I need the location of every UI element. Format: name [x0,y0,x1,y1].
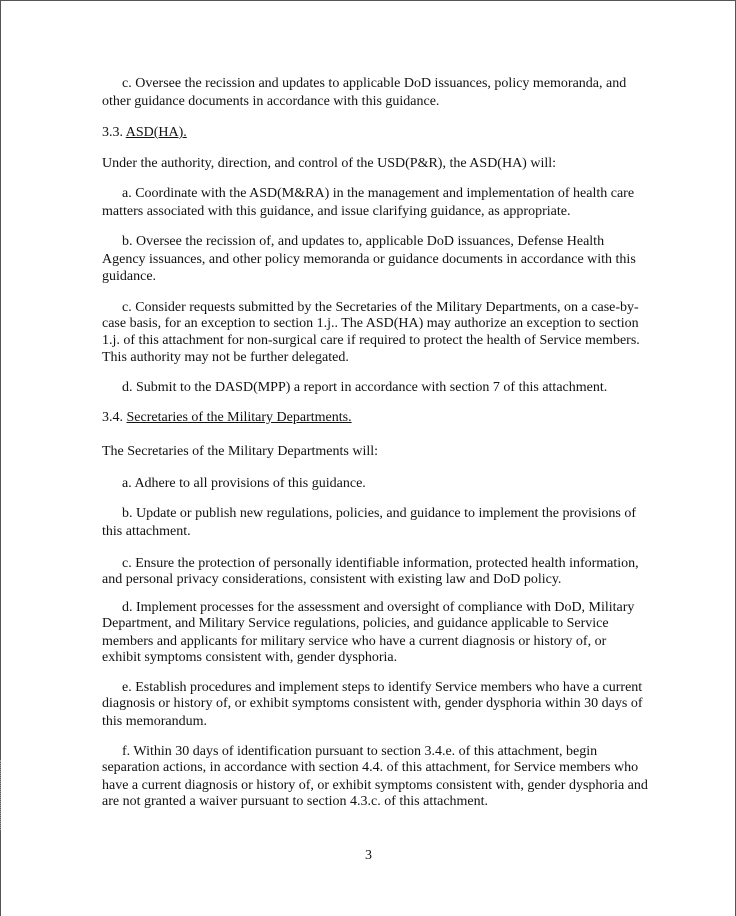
text-line: have a current diagnosis or history of, or exhibit symptoms consistent with, gender dysphoria and [102,778,648,793]
scan-edge-mark [0,760,3,830]
section-number: 3.3. [102,125,126,140]
text-line: guidance. [102,269,157,284]
text-line: d. Submit to the DASD(MPP) a report in accordance with section 7 of this attachment. [122,380,608,395]
text-line: and personal privacy considerations, consistent with existing law and DoD policy. [102,572,562,587]
text-line: a. Coordinate with the ASD(M&RA) in the management and implementation of health care [122,186,635,201]
text-line: f. Within 30 days of identification pursuant to section 3.4.e. of this attachment, begin [122,744,598,759]
text-line: other guidance documents in accordance with this guidance. [102,94,440,109]
text-line: The Secretaries of the Military Departments will: [102,444,379,459]
text-line: this memorandum. [102,714,207,729]
text-line: e. Establish procedures and implement steps to identify Service members who have a current [122,680,643,695]
text-line: c. Ensure the protection of personally identifiable information, protected health information, [122,556,639,571]
text-line: Department, and Military Service regulations, policies, and guidance applicable to Service [102,616,609,631]
text-line: members and applicants for military service who have a current diagnosis or history of, or [102,634,607,649]
text-line: are not granted a waiver pursuant to section 4.3.c. of this attachment. [102,794,489,809]
text-line: c. Oversee the recission and updates to applicable DoD issuances, policy memoranda, and [122,76,627,91]
text-line: matters associated with this guidance, and issue clarifying guidance, as appropriate. [102,204,571,219]
text-line: c. Consider requests submitted by the Secretaries of the Military Departments, on a case-by- [122,300,639,315]
text-line: Agency issuances, and other policy memoranda or guidance documents in accordance with this [102,252,636,267]
text-line: separation actions, in accordance with section 4.4. of this attachment, for Service members who [102,760,639,775]
text-line: this attachment. [102,524,191,539]
text-line: Under the authority, direction, and control of the USD(P&R), the ASD(HA) will: [102,156,557,171]
text-line: b. Oversee the recission of, and updates to, applicable DoD issuances, Defense Health [122,234,605,249]
section-title: ASD(HA). [125,125,187,140]
text-line: This authority may not be further delegated. [102,350,349,365]
text-line: b. Update or publish new regulations, policies, and guidance to implement the provisions of [122,506,637,521]
section-title: Secretaries of the Military Departments. [126,410,352,425]
page-number: 3 [365,848,372,863]
text-line: exhibit symptoms consistent with, gender dysphoria. [102,650,398,665]
text-line: case basis, for an exception to section 1.j.. The ASD(HA) may authorize an exception to section [102,316,639,331]
text-line: a. Adhere to all provisions of this guidance. [122,476,366,491]
section-number: 3.4. [102,410,127,425]
text-line: d. Implement processes for the assessment and oversight of compliance with DoD, Military [122,600,635,615]
text-line: 1.j. of this attachment for non-surgical care if required to protect the health of Service members. [102,333,640,348]
text-line: diagnosis or history of, or exhibit symptoms consistent with, gender dysphoria within 30 days of [102,696,643,711]
